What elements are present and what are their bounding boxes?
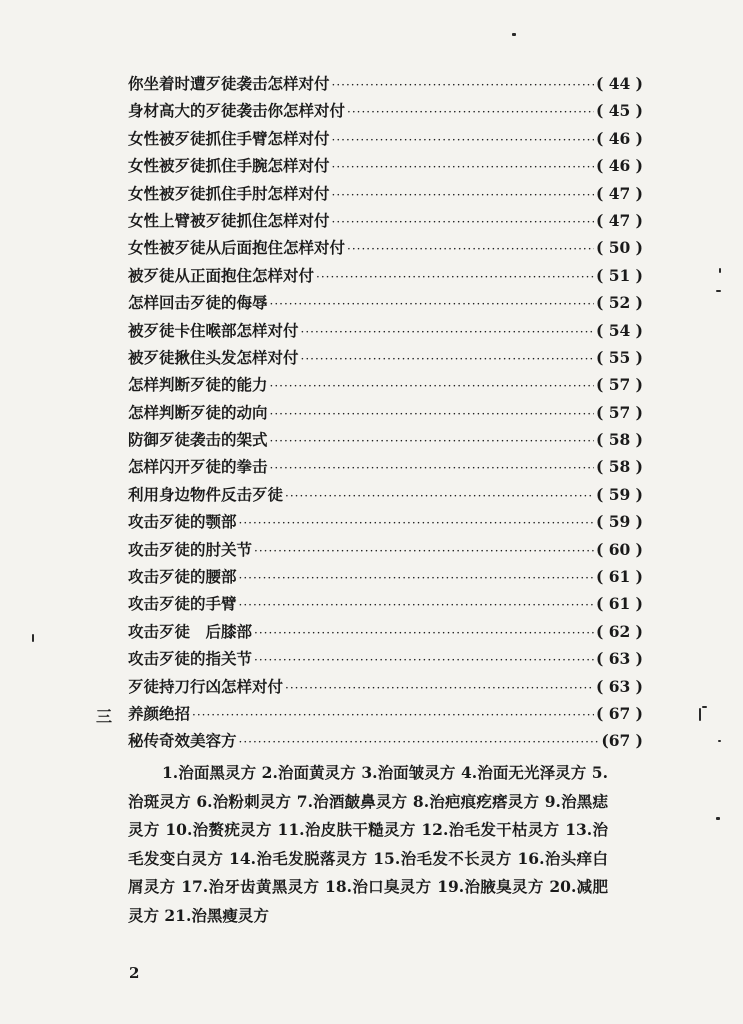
- dot-leader: [332, 154, 594, 181]
- toc-entry: [128, 590, 643, 617]
- dot-leader: [347, 99, 594, 126]
- toc-entry-page: (67 ): [601, 731, 643, 751]
- toc-entry-page: ( 50 ): [595, 238, 643, 258]
- toc-entry-page: ( 46 ): [595, 128, 643, 148]
- print-speck: [32, 634, 34, 642]
- toc-entry-page: ( 63 ): [595, 676, 643, 696]
- toc-entry: [128, 563, 643, 590]
- toc-entry: [128, 70, 643, 97]
- dot-leader: [239, 565, 594, 592]
- toc-entry-page: ( 44 ): [595, 74, 643, 93]
- toc-entry-page: ( 46 ): [595, 156, 643, 176]
- toc-entry-title: 利用身边物件反击歹徒: [128, 484, 284, 504]
- toc-entry-title: 攻击歹徒的腰部: [128, 567, 237, 587]
- dot-leader: [254, 538, 594, 565]
- toc-entry: [128, 317, 643, 344]
- toc-entry-title: 女性被歹徒抓住手腕怎样对付: [128, 156, 330, 176]
- toc-entry: [128, 536, 643, 563]
- toc-entry-page: ( 61 ): [595, 567, 643, 587]
- print-speck: [716, 290, 721, 292]
- toc-entry-title: 女性被歹徒抓住手臂怎样对付: [128, 128, 330, 148]
- dot-leader: [332, 209, 594, 236]
- dot-leader: [332, 127, 594, 154]
- toc-entry-page: ( 59 ): [595, 512, 643, 532]
- dot-leader: [254, 620, 594, 647]
- dot-leader: [239, 729, 600, 756]
- toc-entry: [128, 618, 643, 645]
- print-speck: [699, 708, 701, 721]
- dot-leader: [239, 592, 594, 619]
- toc-entry-title: 女性被歹徒抓住手肘怎样对付: [128, 183, 330, 203]
- print-speck: [719, 268, 721, 273]
- toc-entry-page: ( 59 ): [595, 484, 643, 504]
- print-speck: [512, 33, 516, 36]
- toc-entry: [128, 371, 643, 398]
- toc-entry-page: ( 60 ): [595, 539, 643, 559]
- toc-entry-title: 怎样回击歹徒的侮辱: [128, 293, 268, 313]
- toc-entry-page: ( 63 ): [595, 649, 643, 669]
- toc-entry-title: 攻击歹徒 后膝部: [128, 621, 253, 641]
- page-number: 2: [129, 964, 140, 982]
- toc-entry: [128, 207, 643, 234]
- toc-entry-page: ( 57 ): [595, 402, 643, 422]
- toc-entry-page: ( 52 ): [595, 293, 643, 313]
- toc-entry: [128, 289, 643, 316]
- dot-leader: [301, 319, 594, 346]
- toc-entry-title: 养颜绝招: [128, 703, 191, 723]
- toc-entry-title: 怎样判断歹徒的能力: [128, 375, 268, 395]
- toc-entry: [128, 508, 643, 535]
- toc-entry-title: 女性上臂被歹徒抓住怎样对付: [128, 210, 330, 230]
- dot-leader: [239, 510, 594, 537]
- toc-entry-page: ( 51 ): [595, 265, 643, 285]
- toc-entry-page: ( 55 ): [595, 347, 643, 367]
- toc-entry: [128, 234, 643, 261]
- dot-leader: [285, 675, 594, 702]
- dot-leader: [254, 647, 594, 674]
- toc-entry: [128, 180, 643, 207]
- dot-leader: [332, 182, 594, 209]
- toc-entry-title: 攻击歹徒的肘关节: [128, 539, 253, 559]
- toc-entry: [128, 645, 643, 672]
- toc-entry-page: ( 67 ): [595, 703, 643, 723]
- toc-entry: [128, 426, 643, 453]
- toc-entry: [128, 97, 643, 124]
- toc-entry-title: 女性被歹徒从后面抱住怎样对付: [128, 238, 346, 258]
- toc-entry: [128, 152, 643, 179]
- toc-entry-title: 怎样判断歹徒的动向: [128, 402, 268, 422]
- toc-entry-title: 被歹徒卡住喉部怎样对付: [128, 320, 299, 340]
- toc-entry: [128, 727, 643, 754]
- toc-entry-page: ( 57 ): [595, 375, 643, 395]
- toc-entry: [128, 673, 643, 700]
- toc-entry: [128, 125, 643, 152]
- toc-entry-page: ( 61 ): [595, 594, 643, 614]
- table-of-contents: [128, 70, 643, 755]
- dot-leader: [270, 373, 594, 400]
- dot-leader: [301, 346, 594, 373]
- dot-leader: [316, 264, 594, 291]
- toc-entry: [128, 344, 643, 371]
- section-number: 三: [96, 707, 113, 726]
- toc-entry-title: 被歹徒揪住头发怎样对付: [128, 347, 299, 367]
- dot-leader: [270, 401, 594, 428]
- dot-leader: [270, 428, 594, 455]
- toc-entry-title: 攻击歹徒的手臂: [128, 594, 237, 614]
- dot-leader: [285, 483, 594, 510]
- toc-entry-title: 身材高大的歹徒袭击你怎样对付: [128, 101, 346, 121]
- print-speck: [702, 706, 707, 708]
- toc-entry-page: ( 54 ): [595, 320, 643, 340]
- dot-leader: [347, 236, 594, 263]
- toc-entry: [128, 399, 643, 426]
- toc-entry-title: 你坐着时遭歹徒袭击怎样对付: [128, 74, 330, 93]
- dot-leader: [192, 702, 594, 729]
- print-speck: [716, 817, 720, 820]
- toc-entry: [128, 262, 643, 289]
- dot-leader: [332, 72, 594, 99]
- toc-entry-page: ( 47 ): [595, 183, 643, 203]
- toc-entry-title: 攻击歹徒的颚部: [128, 512, 237, 532]
- dot-leader: [270, 291, 594, 318]
- toc-entry-title: 防御歹徒袭击的架式: [128, 430, 268, 450]
- toc-entry-title: 秘传奇效美容方: [128, 731, 237, 751]
- toc-section-heading: [128, 700, 643, 727]
- toc-entry-title: 攻击歹徒的指关节: [128, 649, 253, 669]
- toc-entry-page: ( 58 ): [595, 430, 643, 450]
- toc-entry-page: ( 62 ): [595, 621, 643, 641]
- recipe-list-paragraph: 1.治面黑灵方 2.治面黄灵方 3.治面皱灵方 4.治面无光泽灵方 5.治斑灵方 6.治粉刺灵方 7.治酒皶鼻灵方 8.治疤痕疙瘩灵方 9.治黑痣灵方 10.治赘疣灵方 11.治皮肤干糙灵方 12.治毛发干枯灵方 13.治毛发变白灵方 14.治毛发脱落灵方 15.治毛发不长灵方 16.治头痒白屑灵方 17.治牙齿黄黑灵方 18.治口臭灵方 19.治腋臭灵方 20.减肥灵方 21.治黑瘦灵方: [128, 763, 608, 925]
- toc-entry-title: 怎样闪开歹徒的拳击: [128, 457, 268, 477]
- dot-leader: [270, 455, 594, 482]
- toc-entry-page: ( 45 ): [595, 101, 643, 121]
- toc-entry-title: 歹徒持刀行凶怎样对付: [128, 676, 284, 696]
- toc-entry-page: ( 47 ): [595, 210, 643, 230]
- toc-entry-page: ( 58 ): [595, 457, 643, 477]
- toc-entry: [128, 481, 643, 508]
- toc-entry: [128, 453, 643, 480]
- toc-entry-title: 被歹徒从正面抱住怎样对付: [128, 265, 315, 285]
- print-speck: [718, 740, 721, 742]
